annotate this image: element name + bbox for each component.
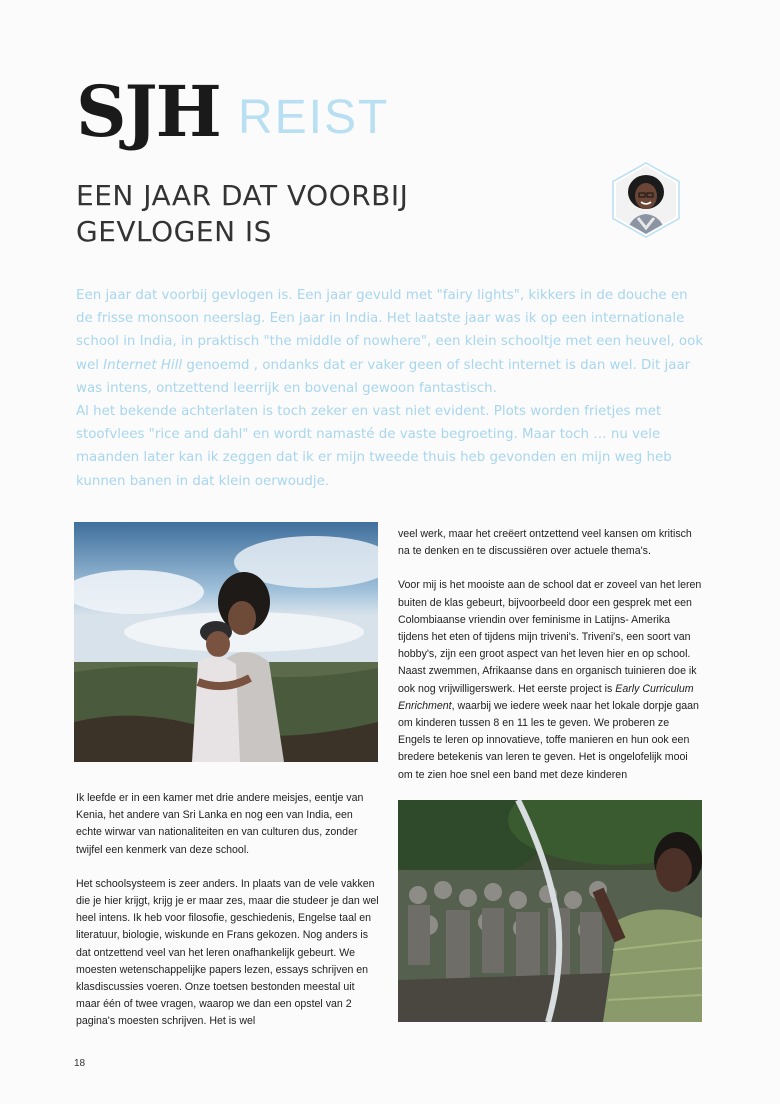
logo-sjh: SJH (76, 70, 220, 153)
logo-reist: REIST (238, 91, 390, 144)
page-number: 18 (74, 1058, 86, 1069)
photo-two-girls-on-hill (74, 522, 378, 762)
intro-text (76, 284, 704, 493)
body-paragraph: Het schoolsysteem is zeer anders. In plaats van de vele vakken die je hier krijgt, krijg je er maar zes, maar die studeer je dan wel heel intens. Ik heb voor filosofie, geschiedenis, Engelse taal en literatuur, biologie, wiskunde en Frans gekozen. Nog anders is dat ontzettend veel van het leren onafhankelijk gebeurt. We moesten wetenschappelijke papers lezen, essays schrijven en klasdiscussies voeren. Onze toetsen bestonden meestal uit maar één of twee vragen, waarop we dan een opstel van 2 pagina's moesten schrijven. Het is wel (76, 877, 379, 1028)
body-paragraph: Ik leefde er in een kamer met drie andere meisjes, eentje van Kenia, het andere van Sri Lanka en nog een van India, een echte wirwar van nationaliteiten en van culturen dus, zonder twijfel een kenmerk van deze school. (76, 792, 364, 856)
intro-paragraph-2: Al het bekende achterlaten is toch zeker en vast niet evident. Plots worden frietjes met stoofvlees "rice and dahl" en wordt namasté de vaste begroeting. Maar toch … nu vele maanden later kan ik zeggen dat ik er mijn tweede thuis heb gevonden en mijn weg heb kunnen banen in dat klein oerwoudje. (76, 404, 672, 489)
intro-paragraph-1: Een jaar dat voorbij gevlogen is. Een jaar gevuld met "fairy lights", kikkers in de douche en de frisse monsoon neerslag. Een jaar in India. Het laatste jaar was ik op een internationale school in India, in praktisch "the middle of nowhere", een klein schooltje met een heuvel, ook wel Internet Hill genoemd , ondanks dat er vaker geen of slecht internet is dan wel. Dit jaar was intens, ontzettend leerrijk en bovenal gewoon fantastisch. (76, 288, 704, 396)
body-column-right (398, 526, 702, 801)
body-paragraph: Voor mij is het mooiste aan de school dat er zoveel van het leren buiten de klas gebeurt, bijvoorbeeld door een gesprek met een Colombiaanse vriendin over feminisme in Latijns- Amerika tijdens het eten of tijdens mijn triveni's. Triveni's, een soort van hobby's, zijn een groot aspect van het leven hier en op school. Naast zwemmen, Afrikaanse dans en organisch tuinieren doe ik ook nog vrijwilligerswerk. Het eerste project is Early Curriculum Enrichment, waarbij we iedere week naar het lokale dorpje gaan om kinderen tussen 8 en 11 les te geven. We proberen ze Engels te leren op innovatieve, toffe manieren en hun ook een bredere betekenis van leren te geven. Het is ongelofelijk mooi om te zien hoe snel een band met deze kinderen (398, 579, 702, 781)
article-title: EEN JAAR DAT VOORBIJ GEVLOGEN IS (76, 179, 409, 248)
body-column-left (76, 790, 380, 1048)
author-avatar (608, 162, 684, 238)
photo-holi-crowd-with-hose (398, 800, 702, 1022)
body-paragraph: veel werk, maar het creëert ontzettend veel kansen om kritisch na te denken en te discussiëren over actuele thema's. (398, 528, 692, 558)
